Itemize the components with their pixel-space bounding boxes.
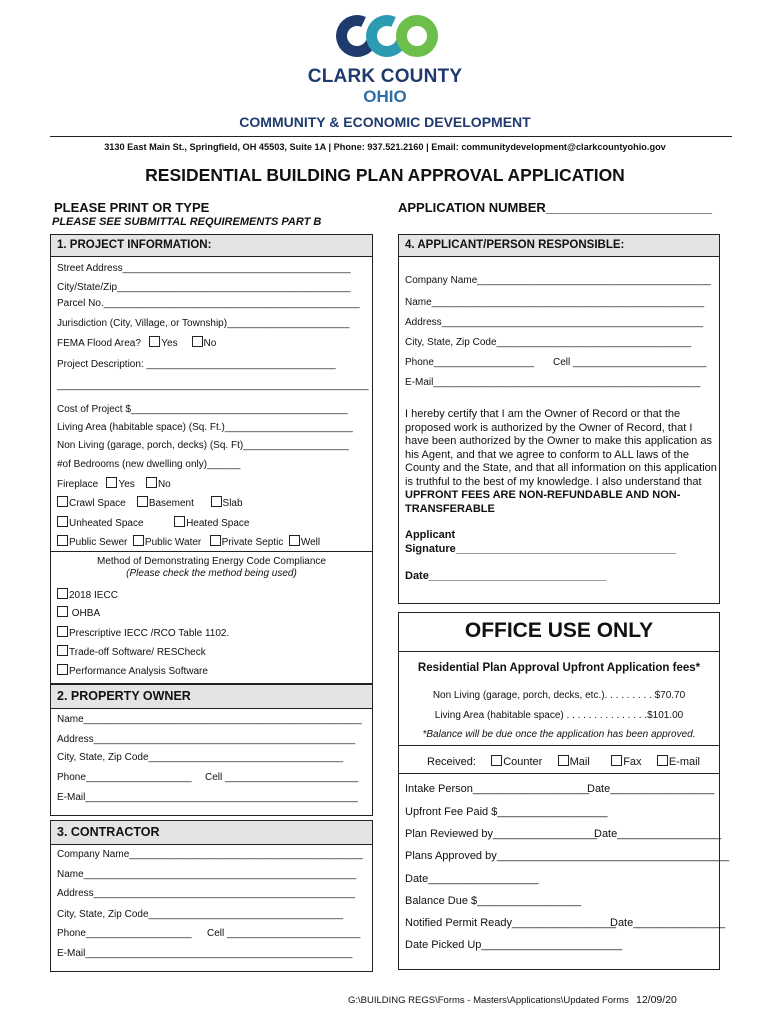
contractor-section: [50, 820, 373, 972]
contractor-company-field[interactable]: Company Name__________________________________________: [57, 849, 363, 860]
ohba-option: [57, 606, 100, 619]
balance-due-field[interactable]: Balance Due $_________________: [405, 895, 582, 907]
notified-date-field[interactable]: Date_______________: [610, 917, 726, 929]
counter-checkbox[interactable]: [491, 755, 502, 766]
project-information-section: [50, 234, 373, 684]
flood-yes-checkbox[interactable]: [149, 336, 160, 347]
applicant-city-field[interactable]: City, State, Zip Code___________________________________: [405, 337, 692, 348]
jurisdiction-field[interactable]: Jurisdiction (City, Village, or Township)______________________: [57, 318, 350, 329]
basement-label: Basement: [148, 498, 194, 509]
unheated-space-checkbox[interactable]: [57, 516, 68, 527]
private-septic-checkbox[interactable]: [210, 535, 221, 546]
submittal-note: PLEASE SEE SUBMITTAL REQUIREMENTS PART B: [52, 216, 322, 228]
plans-approved-field[interactable]: Plans Approved by______________________________________: [405, 850, 730, 862]
performance-label: Performance Analysis Software: [69, 666, 208, 677]
slab-label: Slab: [222, 498, 243, 509]
private-septic-label: Private Septic: [221, 537, 284, 548]
energy-title: Method of Demonstrating Energy Code Compliance: [96, 556, 326, 567]
performance-checkbox[interactable]: [57, 664, 68, 675]
fireplace-yes-label: Yes: [118, 479, 135, 490]
non-living-fee: Non Living (garage, porch, decks, etc.). . . . . . . . . $70.70: [432, 690, 686, 701]
office-use-title: OFFICE USE ONLY: [464, 619, 654, 642]
public-sewer-checkbox[interactable]: [57, 535, 68, 546]
fireplace-no-label: No: [157, 479, 171, 490]
mail-checkbox[interactable]: [558, 755, 569, 766]
received-label: Received:: [427, 756, 476, 768]
email-label: E-mail: [668, 756, 700, 768]
iecc-option: [57, 588, 118, 601]
applicant-section: [398, 234, 720, 604]
logo-county-name: CLARK COUNTY: [307, 66, 463, 87]
counter-label: Counter: [503, 756, 543, 768]
fax-label: Fax: [623, 756, 642, 768]
department-name: COMMUNITY & ECONOMIC DEVELOPMENT: [239, 114, 531, 130]
crawl-space-label: Crawl Space: [69, 498, 126, 509]
cost-of-project-field[interactable]: Cost of Project $_______________________________________: [57, 404, 348, 415]
flood-no-label: No: [203, 338, 217, 349]
tradeoff-option: [57, 645, 206, 658]
plan-reviewed-date-field[interactable]: Date_________________: [594, 828, 722, 840]
heated-space-label: Heated Space: [186, 518, 250, 529]
upfront-fee-field[interactable]: Upfront Fee Paid $__________________: [405, 806, 608, 818]
applicant-phone-field[interactable]: Phone__________________: [405, 357, 535, 368]
fees-heading: Residential Plan Approval Upfront Application fees*: [417, 662, 701, 674]
applicant-signature-label: Applicant: [405, 529, 456, 541]
logo-circle-o: [396, 15, 438, 57]
contractor-city-field[interactable]: City, State, Zip Code___________________________________: [57, 909, 344, 920]
non-living-area-field[interactable]: Non Living (garage, porch, decks) (Sq. Ft)___________________: [57, 440, 349, 451]
energy-subtitle: (Please check the method being used): [126, 568, 297, 579]
owner-cell-field[interactable]: Cell ________________________: [205, 772, 359, 783]
header-rule: [50, 136, 732, 137]
approved-date-field[interactable]: Date__________________: [405, 873, 539, 885]
intake-date-field[interactable]: Date_________________: [587, 783, 715, 795]
fireplace-no-checkbox[interactable]: [146, 477, 157, 488]
applicant-signature-field[interactable]: Signature____________________________________: [405, 543, 676, 555]
notified-permit-field[interactable]: Notified Permit Ready_________________: [405, 917, 616, 929]
heating-row: [57, 516, 249, 529]
project-information-heading: 1. PROJECT INFORMATION:: [51, 235, 372, 257]
flood-area-row: [57, 336, 216, 349]
street-address-field[interactable]: Street Address_________________________________________: [57, 263, 351, 274]
email-checkbox[interactable]: [657, 755, 668, 766]
performance-option: [57, 664, 208, 677]
mail-label: Mail: [569, 756, 590, 768]
contractor-phone-field[interactable]: Phone___________________: [57, 928, 192, 939]
plan-reviewed-field[interactable]: Plan Reviewed by_________________: [405, 828, 598, 840]
property-owner-heading: 2. PROPERTY OWNER: [51, 685, 372, 709]
balance-note: *Balance will be due once the application has been approved.: [422, 729, 696, 740]
unheated-space-label: Unheated Space: [69, 518, 144, 529]
heated-space-checkbox[interactable]: [174, 516, 185, 527]
basement-checkbox[interactable]: [137, 496, 148, 507]
footer-date: 12/09/20: [636, 994, 677, 1006]
ohba-checkbox[interactable]: [57, 606, 68, 617]
county-logo: [300, 12, 470, 108]
office-divider: [399, 651, 719, 652]
utilities-row: [57, 535, 320, 548]
well-label: Well: [300, 537, 321, 548]
contractor-name-field[interactable]: Name_________________________________________________: [57, 869, 357, 880]
print-note: PLEASE PRINT OR TYPE: [54, 200, 210, 215]
fees-divider: [399, 745, 719, 746]
property-owner-section: [50, 684, 373, 816]
applicant-address-field[interactable]: Address_______________________________________________: [405, 317, 704, 328]
tradeoff-checkbox[interactable]: [57, 645, 68, 656]
applicant-company-field[interactable]: Company Name__________________________________________: [405, 275, 711, 286]
living-area-fee: Living Area (habitable space) . . . . . . . . . . . . . . .$101.00: [434, 710, 684, 721]
public-water-checkbox[interactable]: [133, 535, 144, 546]
foundation-row: [57, 496, 243, 509]
owner-phone-field[interactable]: Phone___________________: [57, 772, 192, 783]
applicant-heading: 4. APPLICANT/PERSON RESPONSIBLE:: [399, 235, 719, 257]
prescriptive-label: Prescriptive IECC /RCO Table 1102.: [69, 628, 230, 639]
owner-email-field[interactable]: E-Mail_________________________________________________: [57, 792, 358, 803]
iecc-checkbox[interactable]: [57, 588, 68, 599]
certification-bold: UPFRONT FEES ARE NON-REFUNDABLE AND NON-TRANSFERABLE: [405, 489, 681, 515]
fireplace-yes-checkbox[interactable]: [106, 477, 117, 488]
energy-divider: [51, 551, 372, 552]
flood-yes-label: Yes: [161, 338, 178, 349]
contractor-address-field[interactable]: Address_______________________________________________: [57, 888, 356, 899]
ohba-label: OHBA: [71, 608, 101, 619]
contractor-email-field[interactable]: E-Mail________________________________________________: [57, 948, 353, 959]
city-state-zip-field[interactable]: City/State/Zip__________________________________________: [57, 282, 351, 293]
owner-name-field[interactable]: Name__________________________________________________: [57, 714, 362, 725]
fax-checkbox[interactable]: [611, 755, 622, 766]
fireplace-label: Fireplace: [57, 479, 99, 490]
public-sewer-label: Public Sewer: [69, 537, 128, 548]
flood-no-checkbox[interactable]: [192, 336, 203, 347]
living-area-field[interactable]: Living Area (habitable space) (Sq. Ft.)_______________________: [57, 422, 353, 433]
slab-checkbox[interactable]: [211, 496, 222, 507]
prescriptive-checkbox[interactable]: [57, 626, 68, 637]
flood-area-label: FEMA Flood Area?: [57, 338, 141, 349]
certification-body: I hereby certify that I am the Owner of Record or that the proposed work is authorized by the Owner of Record, that I have been authorized by the Owner to make this application as his Agent, and that we agree to conform to ALL laws of the County and the State, and that all information on this application is truthful to the best of my knowledge. I also understand that: [405, 408, 717, 488]
project-description-line2[interactable]: ________________________________________________________: [57, 380, 369, 391]
application-number[interactable]: APPLICATION NUMBER_______________________: [398, 200, 713, 215]
project-description-field[interactable]: Project Description: __________________________________: [57, 359, 336, 370]
date-picked-up-field[interactable]: Date Picked Up_______________________: [405, 939, 623, 951]
public-water-label: Public Water: [144, 537, 202, 548]
owner-city-field[interactable]: City, State, Zip Code___________________________________: [57, 752, 344, 763]
received-divider: [399, 773, 719, 774]
applicant-name-field[interactable]: Name_________________________________________________: [405, 297, 705, 308]
contractor-heading: 3. CONTRACTOR: [51, 821, 372, 845]
tradeoff-label: Trade-off Software/ RESCheck: [69, 647, 206, 658]
fireplace-row: [57, 477, 171, 490]
prescriptive-option: [57, 626, 229, 639]
contractor-cell-field[interactable]: Cell ________________________: [207, 928, 361, 939]
well-checkbox[interactable]: [289, 535, 300, 546]
parcel-number-field[interactable]: Parcel No.______________________________________________: [57, 298, 360, 309]
iecc-label: 2018 IECC: [69, 590, 118, 601]
intake-person-field[interactable]: Intake Person___________________: [405, 783, 590, 795]
applicant-email-field[interactable]: E-Mail________________________________________________: [405, 377, 701, 388]
applicant-cell-field[interactable]: Cell ________________________: [553, 357, 707, 368]
form-title: RESIDENTIAL BUILDING PLAN APPROVAL APPLICATION: [145, 165, 625, 185]
certification-text: [405, 408, 717, 516]
logo-state-name: OHIO: [363, 87, 407, 106]
office-use-section: [398, 612, 730, 970]
owner-address-field[interactable]: Address_______________________________________________: [57, 734, 356, 745]
footer-path: G:\BUILDING REGS\Forms - Masters\Applications\Updated Forms: [348, 995, 629, 1006]
bedrooms-field[interactable]: #of Bedrooms (new dwelling only)______: [57, 459, 241, 470]
applicant-date-field[interactable]: Date_____________________________: [405, 570, 607, 582]
received-row: [427, 755, 700, 768]
crawl-space-checkbox[interactable]: [57, 496, 68, 507]
header-address: 3130 East Main St., Springfield, OH 45503, Suite 1A | Phone: 937.521.2160 | Email: communitydevelopment@clarkcountyohio.gov: [104, 142, 666, 152]
